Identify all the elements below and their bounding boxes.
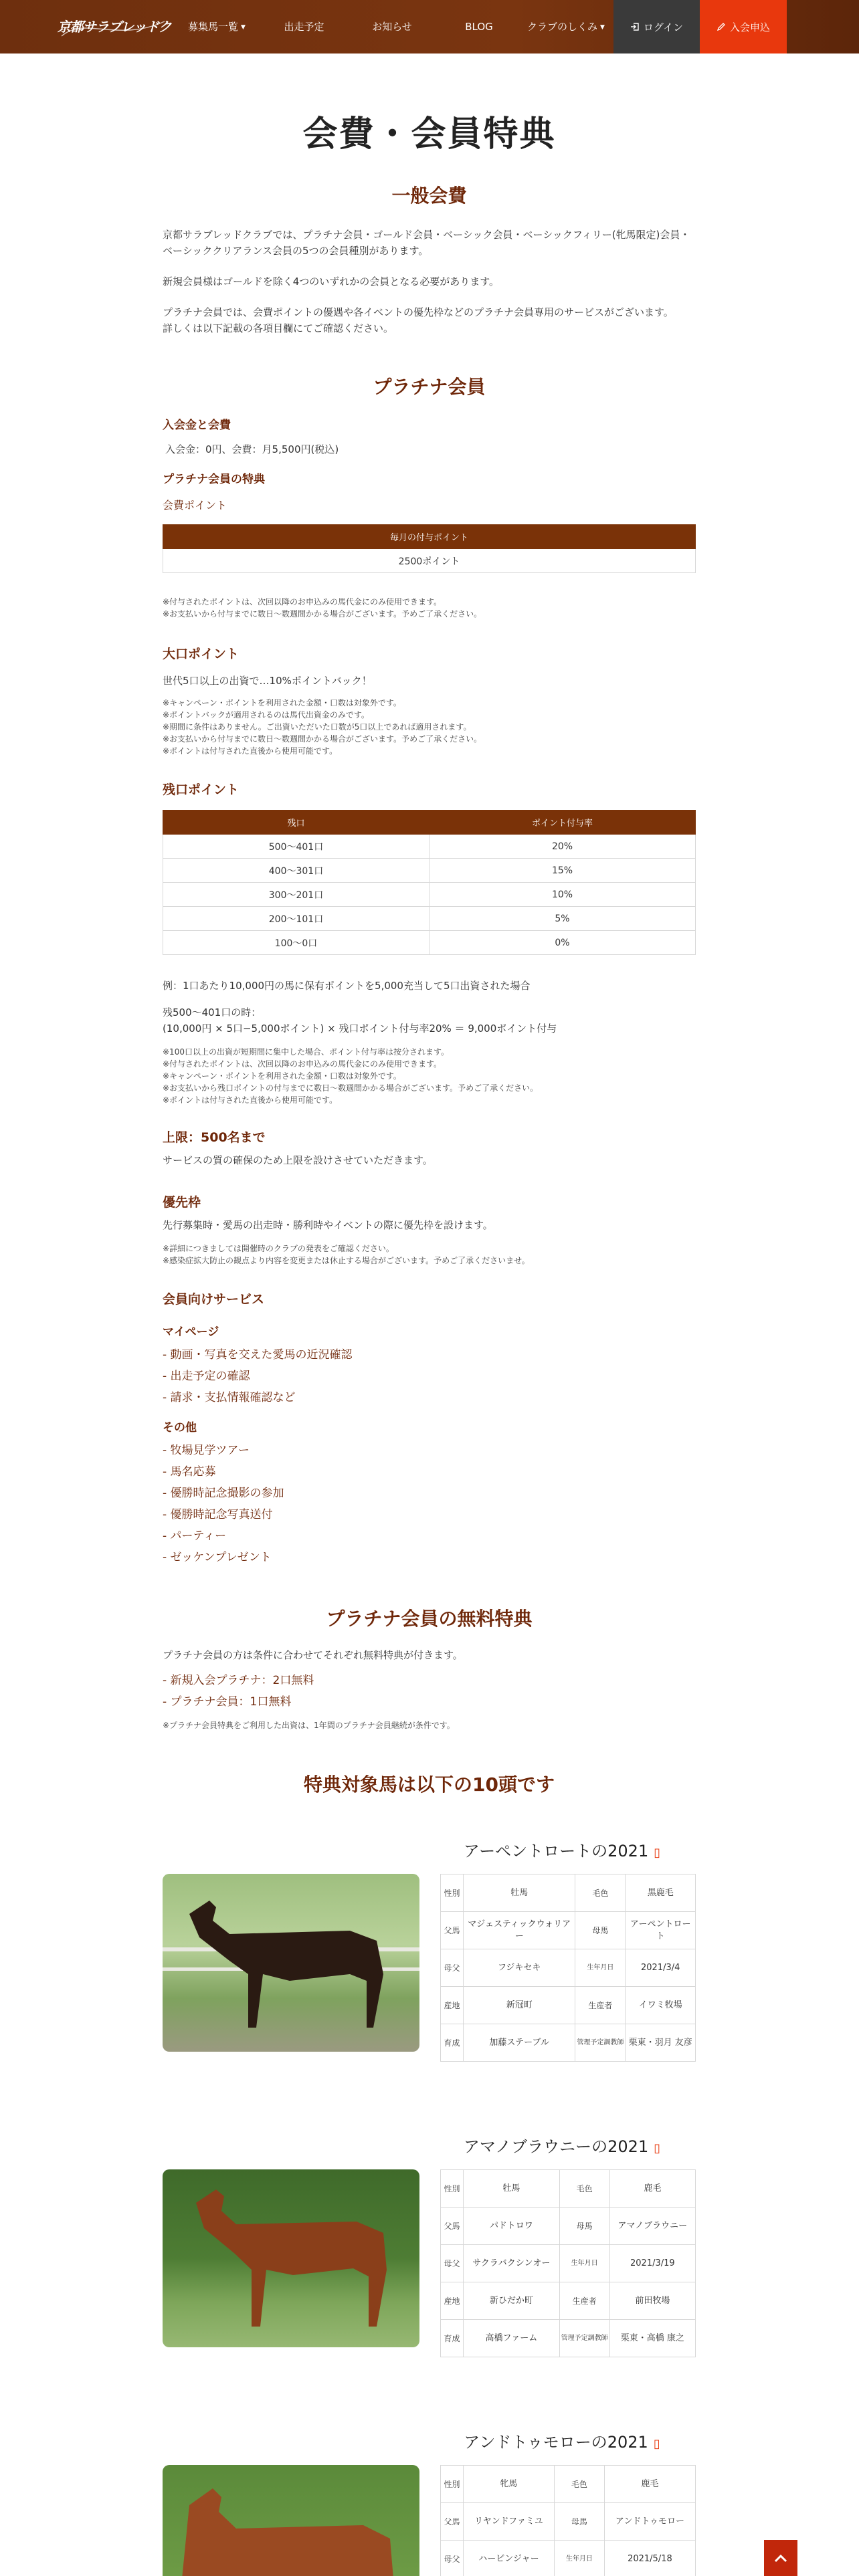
label: 母馬 [575, 1912, 626, 1949]
points-table-value: 2500ポイント [163, 549, 696, 573]
value: パドトロワ [464, 2208, 560, 2245]
label: 産地 [441, 2282, 464, 2320]
remain-header: 残口 [163, 811, 430, 835]
value: アーペントロート [626, 1912, 696, 1949]
edit-icon [717, 22, 726, 31]
label: 父馬 [441, 2208, 464, 2245]
horse-name[interactable] [428, 1838, 696, 1861]
table-row [163, 907, 696, 931]
example-text-2: 残500〜401口の時： [163, 1006, 262, 1018]
other-heading: その他 [163, 1421, 197, 1434]
table-cell: 10% [430, 883, 696, 907]
general-text-1: 京都サラブレッドクラブでは、プラチナ会員・ゴールド会員・ベーシック会員・ベーシックフィリー(牝馬限定)会員・ベーシッククリアランス会員の5つの会員種別があります。 [163, 229, 690, 257]
main-content [163, 53, 696, 1797]
value: アマノブラウニー [609, 2208, 695, 2245]
label: 生年月日 [554, 2541, 604, 2576]
nav-label: 募集馬一覧 [188, 21, 239, 33]
value: 加藤ステーブル [464, 2024, 575, 2062]
value: 鹿毛 [604, 2466, 695, 2503]
join-label: 入会申込 [729, 21, 770, 33]
nav-item-blog[interactable] [436, 0, 522, 53]
horse-name[interactable] [428, 2133, 696, 2157]
nav-item-news[interactable] [349, 0, 436, 53]
note: ※ポイントは付与された直後から使用可能です。 [163, 746, 338, 756]
list-item: - 優勝時記念撮影の参加 [163, 1487, 284, 1500]
external-link-icon: ▯ [654, 1846, 661, 1860]
nav-label: BLOG [465, 21, 493, 33]
label: 産地 [441, 1987, 464, 2024]
value: 新冠町 [464, 1987, 575, 2024]
note: ※お支払いから残口ポイントの付与までに数日〜数週間かかる場合がございます。予めご了承ください。 [163, 1083, 539, 1093]
value: 新ひだか町 [464, 2282, 560, 2320]
list-item: - 牧場見学ツアー [163, 1444, 250, 1457]
free-benefit-list [163, 1670, 696, 1713]
list-item: - パーティー [163, 1529, 227, 1543]
value: 前田牧場 [609, 2282, 695, 2320]
note: ※キャンペーン・ポイントを利用された金額・口数は対象外です。 [163, 698, 401, 708]
label: 母父 [441, 1949, 464, 1987]
list-item: - ゼッケンプレゼント [163, 1551, 272, 1564]
horse-name-text: アーペントロートの2021 [463, 1842, 649, 1860]
table-cell: 15% [430, 859, 696, 883]
points-heading: 会費ポイント [163, 499, 227, 512]
table-cell: 500〜401口 [163, 835, 430, 859]
list-item: - 優勝時記念写真送付 [163, 1508, 273, 1521]
horse-name-text: アンドトゥモローの2021 [464, 2433, 648, 2452]
horse-photo[interactable] [163, 2465, 419, 2576]
example-text-3: (10,000円 × 5口−5,000ポイント) × 残口ポイント付与率20% ＝ 9,000ポイント付与 [163, 1023, 557, 1035]
free-benefit-note: ※プラチナ会員特典をご利用した出資は、1年間のプラチナ会員継続が条件です。 [163, 1721, 455, 1730]
horse-name-text: アマノブラウニーの2021 [463, 2137, 649, 2156]
note: ※付与されたポイントは、次回以降のお申込みの馬代金にのみ使用できます。 [163, 597, 442, 607]
priority-heading: 優先枠 [163, 1195, 201, 1210]
horse-info-table [440, 1874, 696, 2062]
join-button[interactable] [700, 0, 787, 53]
horse-card [163, 2429, 696, 2576]
label: 母馬 [554, 2503, 604, 2541]
label: 管理予定調教師 [559, 2320, 609, 2357]
label: 育成 [441, 2024, 464, 2062]
label: 性別 [441, 2170, 464, 2208]
horse-image-icon [163, 2169, 419, 2347]
list-item: - 馬名応募 [163, 1465, 216, 1479]
note: ※付与されたポイントは、次回以降のお申込みの馬代金にのみ使用できます。 [163, 1059, 442, 1069]
table-cell: 20% [430, 835, 696, 859]
note: ※詳細につきましては開催時のクラブの発表をご確認ください。 [163, 1244, 394, 1253]
note: ※キャンペーン・ポイントを利用された金額・口数は対象外です。 [163, 1071, 401, 1081]
label: 父馬 [441, 1912, 464, 1949]
value: 栗東・高橋 康之 [609, 2320, 695, 2357]
site-header [0, 0, 859, 70]
horse-photo[interactable] [163, 2169, 419, 2347]
value: 栗東・羽月 友彦 [626, 2024, 696, 2062]
general-text-4: 詳しくは以下記載の各項目欄にてご確認ください。 [163, 322, 394, 334]
service-heading: 会員向けサービス [163, 1292, 265, 1307]
value: 黒鹿毛 [626, 1874, 696, 1912]
table-row [163, 883, 696, 907]
chevron-down-icon: ▼ [600, 23, 605, 31]
nav-label: 出走予定 [284, 21, 324, 33]
label: 毛色 [575, 1874, 626, 1912]
nav-item-club[interactable] [522, 0, 609, 53]
value: 牡馬 [464, 1874, 575, 1912]
value: サクラバクシンオー [464, 2245, 560, 2282]
bulk-text: 世代5口以上の出資で…10%ポイントバック！ [163, 675, 372, 687]
note: ※期間に条件はありません。ご出資いただいた口数が5口以上であれば適用されます。 [163, 722, 472, 732]
label: 毛色 [559, 2170, 609, 2208]
note: ※100口以上の出資が短期間に集中した場合、ポイント付与率は按分されます。 [163, 1047, 450, 1057]
note: ※感染症拡大防止の観点より内容を変更または休止する場合がございます。予めご了承くださいませ。 [163, 1256, 530, 1265]
value: 鹿毛 [609, 2170, 695, 2208]
mypage-heading: マイページ [163, 1325, 219, 1339]
external-link-icon: ▯ [653, 2437, 660, 2451]
label: 生年月日 [559, 2245, 609, 2282]
table-cell: 0% [430, 931, 696, 955]
list-item: - プラチナ会員：1口無料 [163, 1695, 292, 1709]
label: 生年月日 [575, 1949, 626, 1987]
list-item: - 新規入会プラチナ：2口無料 [163, 1674, 314, 1687]
label: 管理予定調教師 [575, 2024, 626, 2062]
table-cell: 5% [430, 907, 696, 931]
horse-name[interactable] [428, 2429, 696, 2452]
label: 育成 [441, 2320, 464, 2357]
horse-image-icon [163, 1874, 419, 2052]
list-item: - 動画・写真を交えた愛馬の近況確認 [163, 1348, 353, 1362]
remain-heading: 残口ポイント [163, 782, 240, 797]
horse-image-icon [163, 2465, 419, 2576]
label: 父馬 [441, 2503, 464, 2541]
table-cell: 400〜301口 [163, 859, 430, 883]
horse-photo[interactable] [163, 1874, 419, 2052]
priority-text: 先行募集時・愛馬の出走時・勝利時やイベントの際に優先枠を設けます。 [163, 1219, 493, 1231]
horse-info-table [440, 2465, 696, 2576]
table-cell: 200〜101口 [163, 907, 430, 931]
list-item: - 出走予定の確認 [163, 1370, 250, 1383]
nav-label: クラブのしくみ [527, 21, 598, 33]
chevron-up-icon [774, 2553, 787, 2563]
value: 2021/5/18 [604, 2541, 695, 2576]
value: ハービンジャー [464, 2541, 555, 2576]
value: マジェスティックウォリアー [464, 1912, 575, 1949]
note: ※お支払いから付与までに数日〜数週間かかる場合がございます。予めご了承ください。 [163, 734, 482, 744]
general-fee-title: 一般会費 [391, 185, 467, 207]
label: 生産者 [575, 1987, 626, 2024]
label: 生産者 [559, 2282, 609, 2320]
value: フジキセキ [464, 1949, 575, 1987]
points-notes [163, 596, 696, 620]
note: ※お支払いから付与までに数日〜数週間かかる場合がございます。予めご了承ください。 [163, 609, 482, 619]
page-title: 会費・会員特典 [302, 114, 556, 154]
label: 母馬 [559, 2208, 609, 2245]
main-nav [174, 0, 609, 53]
nav-item-schedule[interactable] [260, 0, 349, 53]
label: 性別 [441, 2466, 464, 2503]
logo-text: 京都サラブレッドクラブ [58, 19, 171, 70]
note: ※ポイントバックが適用されるのは馬代出資金のみです。 [163, 710, 369, 720]
remain-header: ポイント付与率 [430, 811, 696, 835]
horses-title: 特典対象馬は以下の10頭です [304, 1774, 555, 1796]
horse-info-table [440, 2169, 696, 2357]
limit-heading: 上限：500名まで [163, 1130, 266, 1145]
value: リヤンドファミユ [464, 2503, 555, 2541]
value: 2021/3/19 [609, 2245, 695, 2282]
fee-heading: 入会金と会費 [163, 419, 231, 432]
general-text-3: プラチナ会員では、会費ポイントの優遇や各イベントの優先枠などのプラチナ会員専用のサービスがございます。 [163, 306, 674, 318]
login-icon [630, 22, 640, 31]
table-cell: 100〜0口 [163, 931, 430, 955]
value: イワミ牧場 [626, 1987, 696, 2024]
label: 性別 [441, 1874, 464, 1912]
list-item: - 請求・支払情報確認など [163, 1391, 296, 1404]
platinum-title: プラチナ会員 [373, 376, 486, 398]
horse-card [163, 2133, 696, 2361]
value: アンドトゥモロー [604, 2503, 695, 2541]
login-button[interactable] [613, 0, 700, 53]
external-link-icon: ▯ [654, 2141, 661, 2155]
bulk-notes [163, 697, 696, 757]
value: 2021/3/4 [626, 1949, 696, 1987]
remain-table [163, 810, 696, 955]
label: 母父 [441, 2245, 464, 2282]
other-list [163, 1440, 696, 1568]
limit-text: サービスの質の確保のため上限を設けさせていただきます。 [163, 1154, 433, 1166]
table-row [163, 931, 696, 955]
nav-label: お知らせ [372, 21, 412, 33]
fee-text: 入会金：0円、会費：月5,500円(税込) [165, 443, 339, 455]
value: 牡馬 [464, 2170, 560, 2208]
priority-notes [163, 1243, 696, 1267]
nav-item-horses[interactable] [174, 0, 260, 53]
scroll-top-button[interactable] [764, 2540, 797, 2576]
benefit-heading: プラチナ会員の特典 [163, 473, 265, 486]
general-text-2: 新規会員様はゴールドを除く4つのいずれかの会員となる必要があります。 [163, 276, 500, 288]
points-table [163, 524, 696, 573]
example-text-1: 例：1口あたり10,000円の馬に保有ポイントを5,000充当して5口出資された場合 [163, 980, 531, 992]
free-benefit-title: プラチナ会員の無料特典 [326, 1608, 533, 1630]
value: 高橋ファーム [464, 2320, 560, 2357]
login-label: ログイン [643, 21, 684, 33]
table-row [163, 835, 696, 859]
free-benefit-text: プラチナ会員の方は条件に合わせてそれぞれ無料特典が付きます。 [163, 1649, 463, 1661]
remain-notes [163, 1046, 696, 1106]
table-row [163, 859, 696, 883]
value: 牝馬 [464, 2466, 555, 2503]
horse-card [163, 1838, 696, 2065]
chevron-down-icon: ▼ [241, 23, 246, 31]
label: 毛色 [554, 2466, 604, 2503]
points-table-header: 毎月の付与ポイント [163, 525, 696, 549]
bulk-heading: 大口ポイント [163, 647, 240, 661]
label: 母父 [441, 2541, 464, 2576]
site-logo[interactable] [58, 9, 171, 70]
mypage-list [163, 1344, 696, 1408]
table-cell: 300〜201口 [163, 883, 430, 907]
note: ※ポイントは付与された直後から使用可能です。 [163, 1095, 338, 1105]
